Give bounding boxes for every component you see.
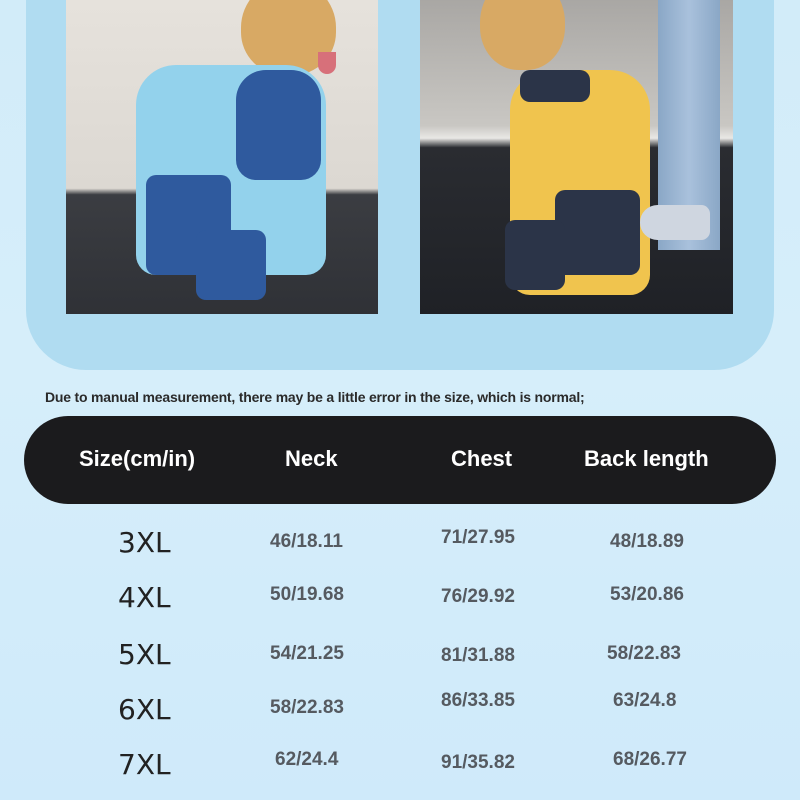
neck-cell: 54/21.25 — [270, 643, 344, 664]
suit-navy-leg — [196, 230, 266, 300]
size-cell: 7XL — [118, 748, 171, 781]
table-row — [0, 638, 800, 678]
person-shoe — [640, 205, 710, 240]
suit-navy-collar — [520, 70, 590, 102]
suit-navy-leg — [505, 220, 565, 290]
header-back-length: Back length — [584, 446, 709, 471]
suit-navy-panel — [555, 190, 640, 275]
chest-cell: 86/33.85 — [441, 690, 515, 711]
header-neck: Neck — [285, 446, 338, 471]
header-size: Size(cm/in) — [79, 446, 196, 471]
size-cell: 6XL — [118, 693, 171, 726]
neck-cell: 46/18.11 — [270, 531, 343, 552]
chest-cell: 91/35.82 — [441, 752, 515, 773]
product-photo-blue — [66, 0, 378, 314]
dog-head — [480, 0, 565, 70]
table-row — [0, 581, 800, 621]
dog-tongue — [318, 52, 336, 74]
table-row — [0, 748, 800, 788]
size-table-header — [24, 416, 776, 504]
suit-navy-panel — [236, 70, 321, 180]
product-photo-yellow — [420, 0, 733, 314]
chest-cell: 76/29.92 — [441, 586, 515, 607]
measurement-note: Due to manual measurement, there may be a little error in the size, which is normal; — [45, 389, 585, 405]
size-cell: 5XL — [118, 638, 171, 671]
neck-cell: 58/22.83 — [270, 697, 344, 718]
back-cell: 53/20.86 — [610, 584, 684, 605]
back-cell: 48/18.89 — [610, 531, 684, 552]
neck-cell: 62/24.4 — [275, 749, 339, 770]
table-row — [0, 690, 800, 733]
header-chest: Chest — [451, 446, 513, 471]
chest-cell: 71/27.95 — [441, 527, 515, 548]
table-row — [0, 526, 800, 566]
size-cell: 4XL — [118, 581, 171, 614]
size-cell: 3XL — [118, 526, 171, 559]
back-cell: 63/24.8 — [613, 690, 677, 711]
neck-cell: 50/19.68 — [270, 584, 344, 605]
back-cell: 58/22.83 — [607, 643, 681, 664]
chest-cell: 81/31.88 — [441, 645, 515, 666]
back-cell: 68/26.77 — [613, 749, 687, 770]
